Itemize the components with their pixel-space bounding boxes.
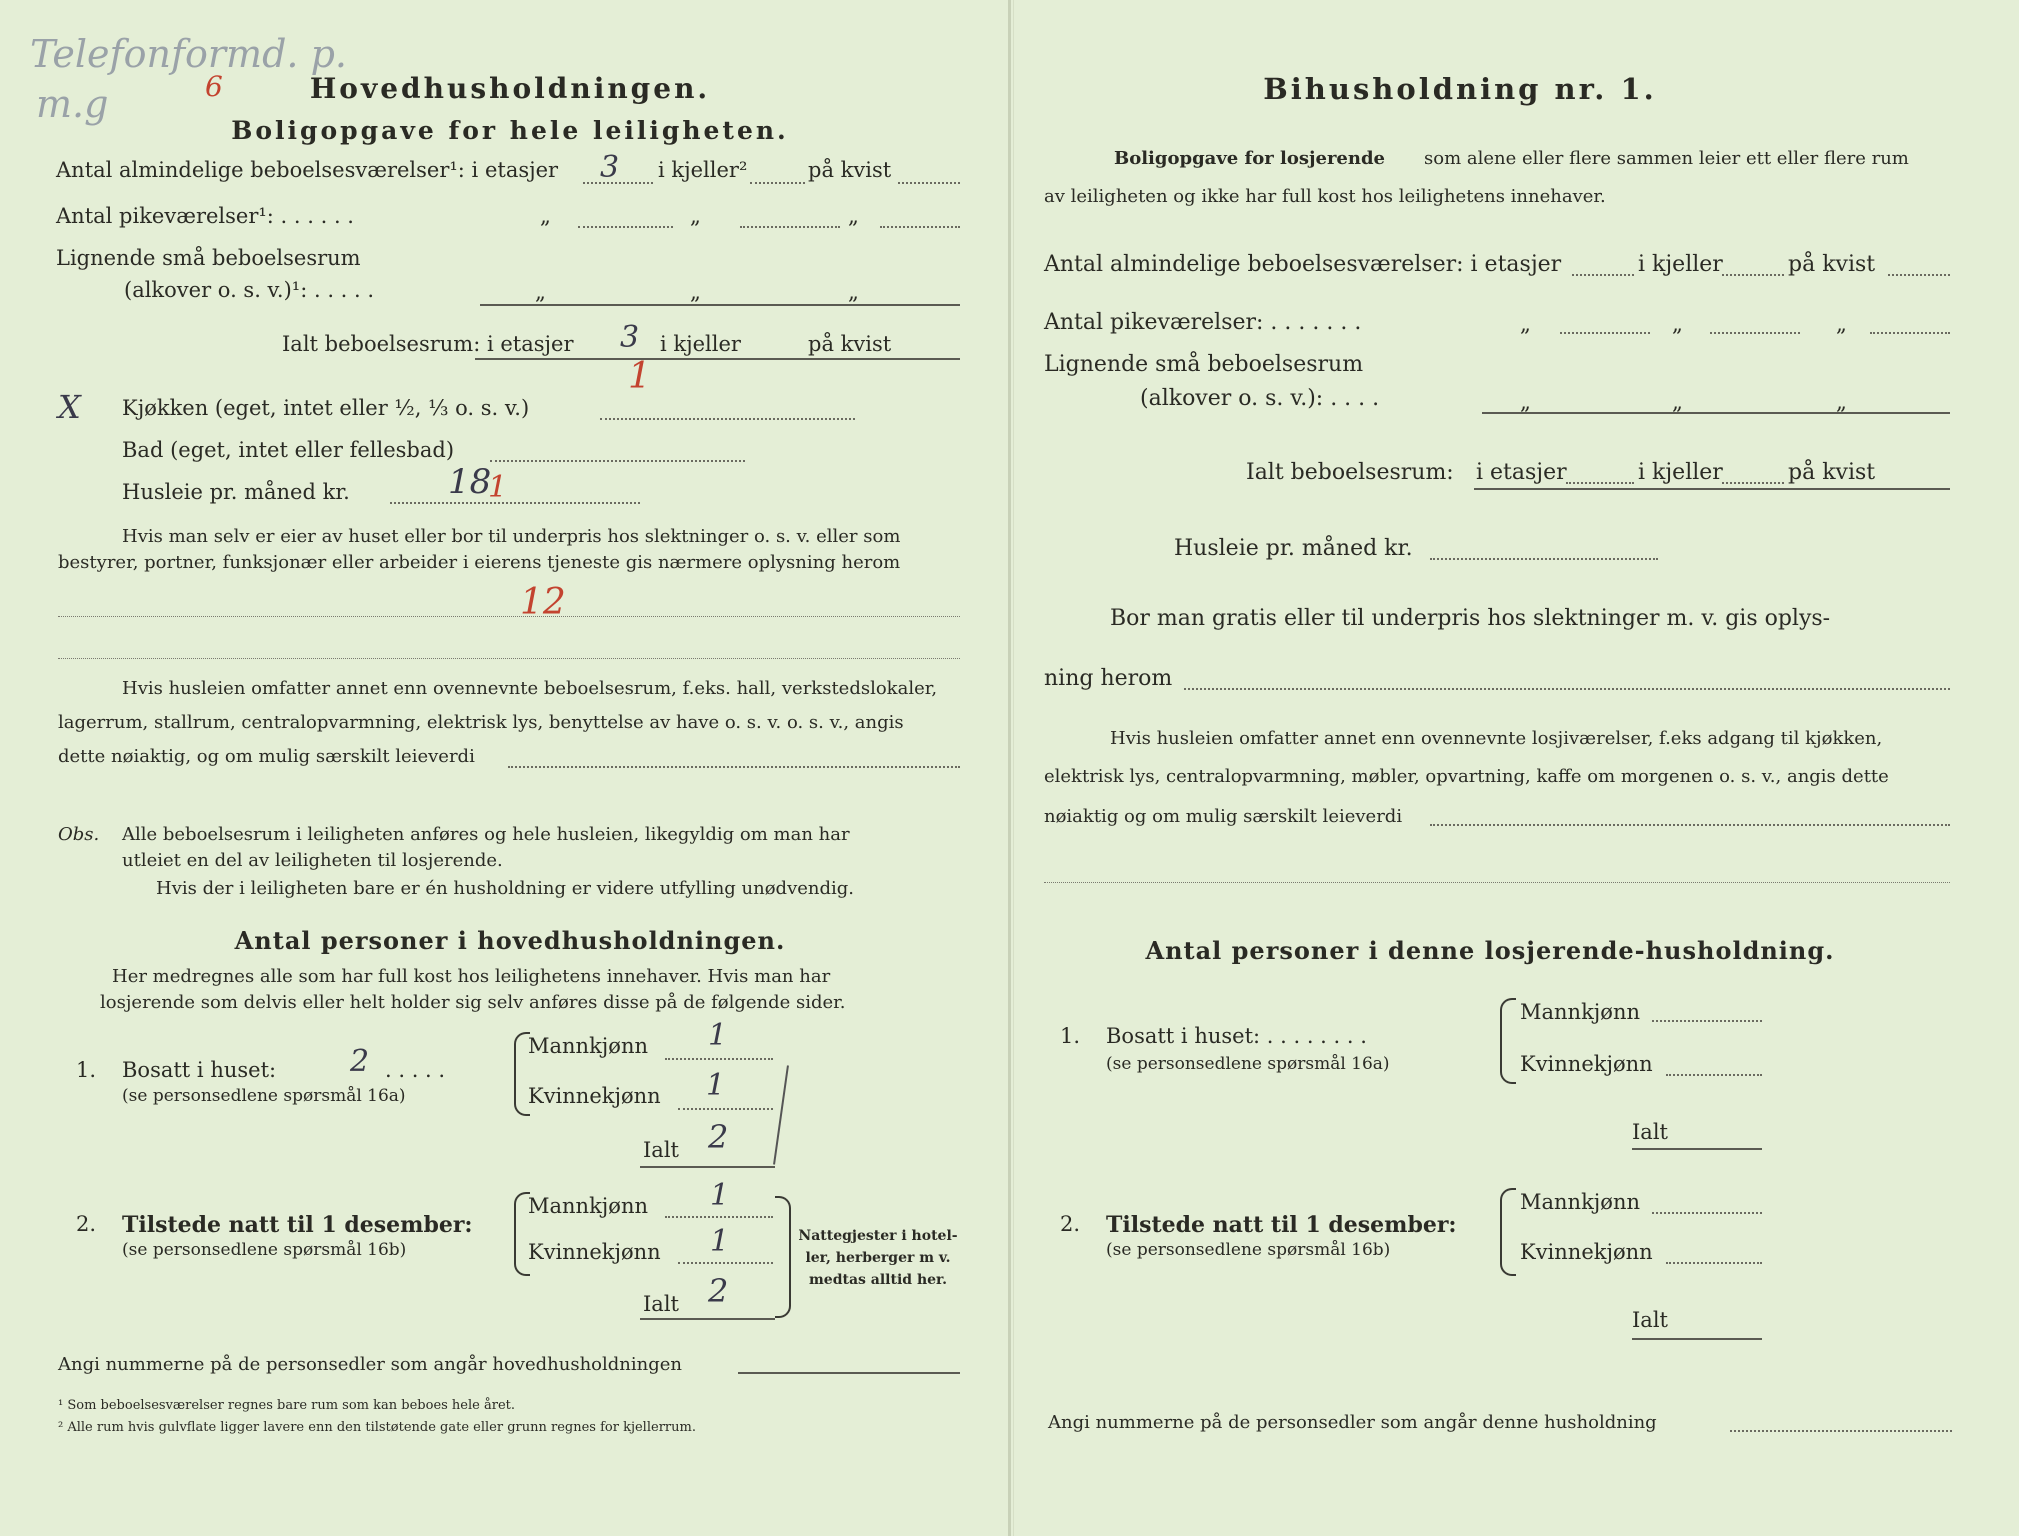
field-kjokken[interactable] (600, 418, 855, 420)
persons-title: Antal personer i hovedhusholdningen. (234, 926, 786, 955)
ditto-mark: „ (1836, 312, 1847, 336)
handwritten-red-tick: 1 (628, 356, 651, 397)
right-husleie-label: Husleie pr. måned kr. (1174, 536, 1413, 561)
natt-note-line3: medtas alltid her. (808, 1272, 947, 1288)
handwritten-note-telefon: Telefonformd. p. (30, 32, 347, 76)
right-field-pike-kjeller[interactable] (1710, 332, 1800, 334)
right-q2-ialt-field[interactable] (1632, 1338, 1762, 1340)
right-q1-mann-label: Mannkjønn (1520, 1000, 1641, 1024)
right-q2-mann-field[interactable] (1652, 1212, 1762, 1214)
ditto-mark: „ (1672, 390, 1683, 414)
right-q2-ialt-label: Ialt (1632, 1308, 1668, 1332)
ditto-mark: „ (848, 280, 859, 304)
right-row-alm: Antal almindelige beboelsesværelser: i etasjer (1044, 252, 1562, 277)
q2-mann-value: 1 (710, 1178, 730, 1213)
ditto-mark: „ (540, 204, 551, 228)
right-q1-kvinne-label: Kvinnekjønn (1520, 1052, 1653, 1076)
field-bad[interactable] (490, 460, 745, 462)
persons-para-line1: Her medregnes alle som har full kost hos leilighetens innehaver. Hvis man har (112, 966, 831, 987)
field-pike-kjeller[interactable] (740, 226, 840, 228)
right-omfatter-line1: Hvis husleien omfatter annet enn ovennevnte losjiværelser, f.eks adgang til kjøkken, (1110, 728, 1883, 749)
obs-line3: Hvis der i leiligheten bare er én husholdning er videre utfylling unødvendig. (156, 878, 855, 899)
q2-kvinne-field[interactable] (678, 1262, 773, 1264)
right-intro-bold: Boligopgave for losjerende (1114, 148, 1386, 169)
para-omfatter-line2: lagerrum, stallrum, centralopvarmning, elektrisk lys, benyttelse av have o. s. v. o. s. v., angis (58, 712, 904, 733)
ditto-mark: „ (1520, 390, 1531, 414)
ditto-mark: „ (848, 204, 859, 228)
right-q2-label: Tilstede natt til 1 desember: (1106, 1212, 1457, 1238)
field-husleie[interactable] (390, 502, 640, 504)
q2-ialt-value: 2 (708, 1272, 729, 1310)
q1-ialt-value: 2 (708, 1118, 729, 1156)
natt-note-line1: Nattegjester i hotel- (798, 1228, 958, 1244)
right-field-pike-kvist[interactable] (1870, 332, 1950, 334)
row-almindelige-label: Antal almindelige beboelsesværelser¹: i etasjer (56, 158, 559, 182)
page-subtitle: Boligopgave for hele leiligheten. (231, 116, 789, 145)
page-fold (1008, 0, 1011, 1536)
row-husleie-label: Husleie pr. måned kr. (122, 480, 350, 504)
row-lignende-label: Lignende små beboelsesrum (56, 246, 361, 270)
right-field-ialt-etasjer[interactable] (1566, 482, 1634, 484)
q1-mann-field[interactable] (665, 1058, 773, 1060)
right-q2-kvinne-label: Kvinnekjønn (1520, 1240, 1653, 1264)
field-lignende[interactable] (480, 304, 960, 306)
right-row-ialt-etasjer: i etasjer (1476, 460, 1567, 485)
q2-ialt-field[interactable] (640, 1318, 775, 1320)
handwritten-note-mg: m.g (36, 82, 109, 126)
right-q1-mann-field[interactable] (1652, 1020, 1762, 1022)
right-q1-label: Bosatt i huset: . . . . . . . . (1106, 1024, 1367, 1048)
right-q2-mann-label: Mannkjønn (1520, 1190, 1641, 1214)
right-field-pike-etasjer[interactable] (1560, 332, 1650, 334)
right-field-lignende[interactable] (1482, 412, 1950, 414)
q2-kvinne-label: Kvinnekjønn (528, 1240, 661, 1264)
label-kvist: på kvist (808, 158, 892, 182)
right-q1-brace (1500, 998, 1516, 1084)
right-label-ialt-kvist: på kvist (1788, 460, 1876, 485)
q1-mann-label: Mannkjønn (528, 1034, 649, 1058)
right-intro-line1: som alene eller flere sammen leier ett eller flere rum (1424, 148, 1909, 169)
q1-kvinne-value: 1 (706, 1068, 726, 1103)
value-ialt-etasjer: 3 (620, 320, 640, 355)
right-q1-kvinne-field[interactable] (1666, 1074, 1762, 1076)
handwritten-red-number: 6 (205, 70, 223, 103)
check-stroke (773, 1065, 789, 1164)
right-q2-sub: (se personsedlene spørsmål 16b) (1106, 1240, 1391, 1260)
label-ialt-kvist: på kvist (808, 332, 892, 356)
ditto-mark: „ (535, 280, 546, 304)
right-omfatter-line3: nøiaktig og om mulig særskilt leieverdi (1044, 806, 1403, 827)
q2-kvinne-value: 1 (710, 1224, 730, 1259)
right-field-gratis[interactable] (1184, 688, 1950, 690)
q1-ialt-label: Ialt (643, 1138, 679, 1162)
persons-para-line2: losjerende som delvis eller helt holder sig selv anføres disse på de følgende sider. (100, 992, 846, 1013)
natt-note-line2: ler, herberger m v. (805, 1250, 951, 1266)
ditto-mark: „ (690, 204, 701, 228)
field-eier-line1[interactable] (58, 616, 960, 617)
footnote-1: ¹ Som beboelsesværelser regnes bare rum som kan beboes hele året. (58, 1398, 515, 1413)
right-row-lignende: Lignende små beboelsesrum (1044, 352, 1364, 377)
right-gratis-line1: Bor man gratis eller til underpris hos slektninger m. v. gis oplys- (1110, 606, 1831, 631)
row-kjokken-label: Kjøkken (eget, intet eller ½, ⅓ o. s. v.) (122, 396, 530, 420)
obs-label: Obs. (58, 824, 100, 845)
q1-sub: (se personsedlene spørsmål 16a) (122, 1086, 406, 1106)
label-kjeller: i kjeller² (658, 158, 748, 182)
right-q2-number: 2. (1060, 1212, 1081, 1236)
angi-field[interactable] (738, 1372, 960, 1374)
ditto-mark: „ (1672, 312, 1683, 336)
field-alm-kjeller[interactable] (750, 182, 805, 184)
para-omfatter-line3: dette nøiaktig, og om mulig særskilt leieverdi (58, 746, 475, 767)
para-eier-line1: Hvis man selv er eier av huset eller bor til underpris hos slektninger o. s. v. eller som (122, 526, 901, 547)
right-q1-number: 1. (1060, 1024, 1081, 1048)
field-pike-etasjer[interactable] (578, 226, 673, 228)
field-eier-line2[interactable] (58, 658, 960, 659)
q2-right-brace (775, 1196, 791, 1318)
ditto-mark: „ (1520, 312, 1531, 336)
q2-ialt-label: Ialt (643, 1292, 679, 1316)
right-field-alm-kjeller[interactable] (1722, 274, 1784, 276)
obs-line1: Alle beboelsesrum i leiligheten anføres og hele husleien, likegyldig om man har (122, 824, 850, 845)
ditto-mark: „ (690, 280, 701, 304)
right-omfatter-line2: elektrisk lys, centralopvarmning, møbler, opvartning, kaffe om morgenen o. s. v., angis dette (1044, 766, 1889, 787)
para-eier-line2: bestyrer, portner, funksjonær eller arbeider i eierens tjeneste gis nærmere oplysning herom (58, 552, 901, 573)
q1-handwritten: 2 (350, 1044, 370, 1079)
right-q2-kvinne-field[interactable] (1666, 1262, 1762, 1264)
handwritten-check: X (58, 388, 81, 426)
right-row-pike: Antal pikeværelser: . . . . . . . (1044, 310, 1362, 335)
right-q1-ialt-field[interactable] (1632, 1148, 1762, 1150)
q2-mann-field[interactable] (665, 1216, 773, 1218)
q2-number: 2. (76, 1212, 97, 1236)
value-alm-etasjer: 3 (600, 150, 620, 185)
right-field-ialt-rule[interactable] (1474, 488, 1950, 490)
right-q1-ialt-label: Ialt (1632, 1120, 1668, 1144)
right-field-alm-etasjer[interactable] (1572, 274, 1634, 276)
para-omfatter-line1: Hvis husleien omfatter annet enn ovennevnte beboelsesrum, f.eks. hall, verkstedslokaler, (122, 678, 938, 699)
field-pike-kvist[interactable] (880, 226, 960, 228)
q2-sub: (se personsedlene spørsmål 16b) (122, 1240, 407, 1260)
right-title: Bihusholdning nr. 1. (1263, 72, 1657, 106)
q1-label: Bosatt i huset: (122, 1058, 277, 1082)
value-husleie: 18 (448, 462, 492, 502)
q1-kvinne-field[interactable] (678, 1108, 773, 1110)
field-omfatter[interactable] (508, 766, 960, 768)
field-ialt-rule[interactable] (475, 358, 960, 360)
row-ialt-label: Ialt beboelsesrum: i etasjer (282, 332, 574, 356)
q1-number: 1. (76, 1058, 97, 1082)
right-gratis-line2: ning herom (1044, 666, 1173, 691)
row-pikevaerelser-label: Antal pikeværelser¹: . . . . . . (56, 204, 354, 228)
right-intro-line2: av leiligheten og ikke har full kost hos leilighetens innehaver. (1044, 186, 1606, 207)
right-label-kvist: på kvist (1788, 252, 1876, 277)
right-field-ialt-kjeller[interactable] (1722, 482, 1784, 484)
right-persons-title: Antal personer i denne losjerende-husholdning. (1145, 936, 1835, 965)
q1-mann-value: 1 (708, 1018, 728, 1053)
q1-ialt-field[interactable] (640, 1166, 775, 1168)
footnote-2: ² Alle rum hvis gulvflate ligger lavere enn den tilstøtende gate eller grunn regnes for kjellerrum. (58, 1420, 696, 1435)
right-q1-sub: (se personsedlene spørsmål 16a) (1106, 1054, 1390, 1074)
right-angi-field[interactable] (1730, 1430, 1952, 1432)
right-field-alm-kvist[interactable] (1888, 274, 1950, 276)
right-label-kjeller: i kjeller (1638, 252, 1723, 277)
right-field-husleie[interactable] (1430, 558, 1658, 560)
right-field-omfatter-2[interactable] (1044, 882, 1950, 883)
right-q2-brace (1500, 1188, 1516, 1276)
page-title: Hovedhusholdningen. (309, 72, 711, 105)
field-alm-kvist[interactable] (898, 182, 960, 184)
right-row-lignende-sub: (alkover o. s. v.): . . . . (1140, 386, 1380, 411)
q2-label: Tilstede natt til 1 desember: (122, 1212, 473, 1238)
right-label-ialt-kjeller: i kjeller (1638, 460, 1723, 485)
row-lignende-sub: (alkover o. s. v.)¹: . . . . . (124, 278, 375, 302)
label-ialt-kjeller: i kjeller (660, 332, 741, 356)
obs-line2: utleiet en del av leiligheten til losjerende. (122, 850, 503, 871)
page-fold-shadow (1013, 0, 1014, 1536)
right-row-ialt: Ialt beboelsesrum: (1246, 460, 1454, 485)
row-bad-label: Bad (eget, intet eller fellesbad) (122, 438, 455, 462)
ditto-mark: „ (1836, 390, 1847, 414)
q2-mann-label: Mannkjønn (528, 1194, 649, 1218)
right-angi-label: Angi nummerne på de personsedler som angår denne husholdning (1048, 1412, 1657, 1433)
right-field-omfatter[interactable] (1430, 824, 1950, 826)
q1-kvinne-label: Kvinnekjønn (528, 1084, 661, 1108)
handwritten-red-mark: 1 (488, 470, 508, 505)
q1-dots: . . . . . (385, 1058, 446, 1082)
angi-label: Angi nummerne på de personsedler som angår hovedhusholdningen (58, 1354, 682, 1375)
handwritten-red-12: 12 (520, 582, 566, 623)
